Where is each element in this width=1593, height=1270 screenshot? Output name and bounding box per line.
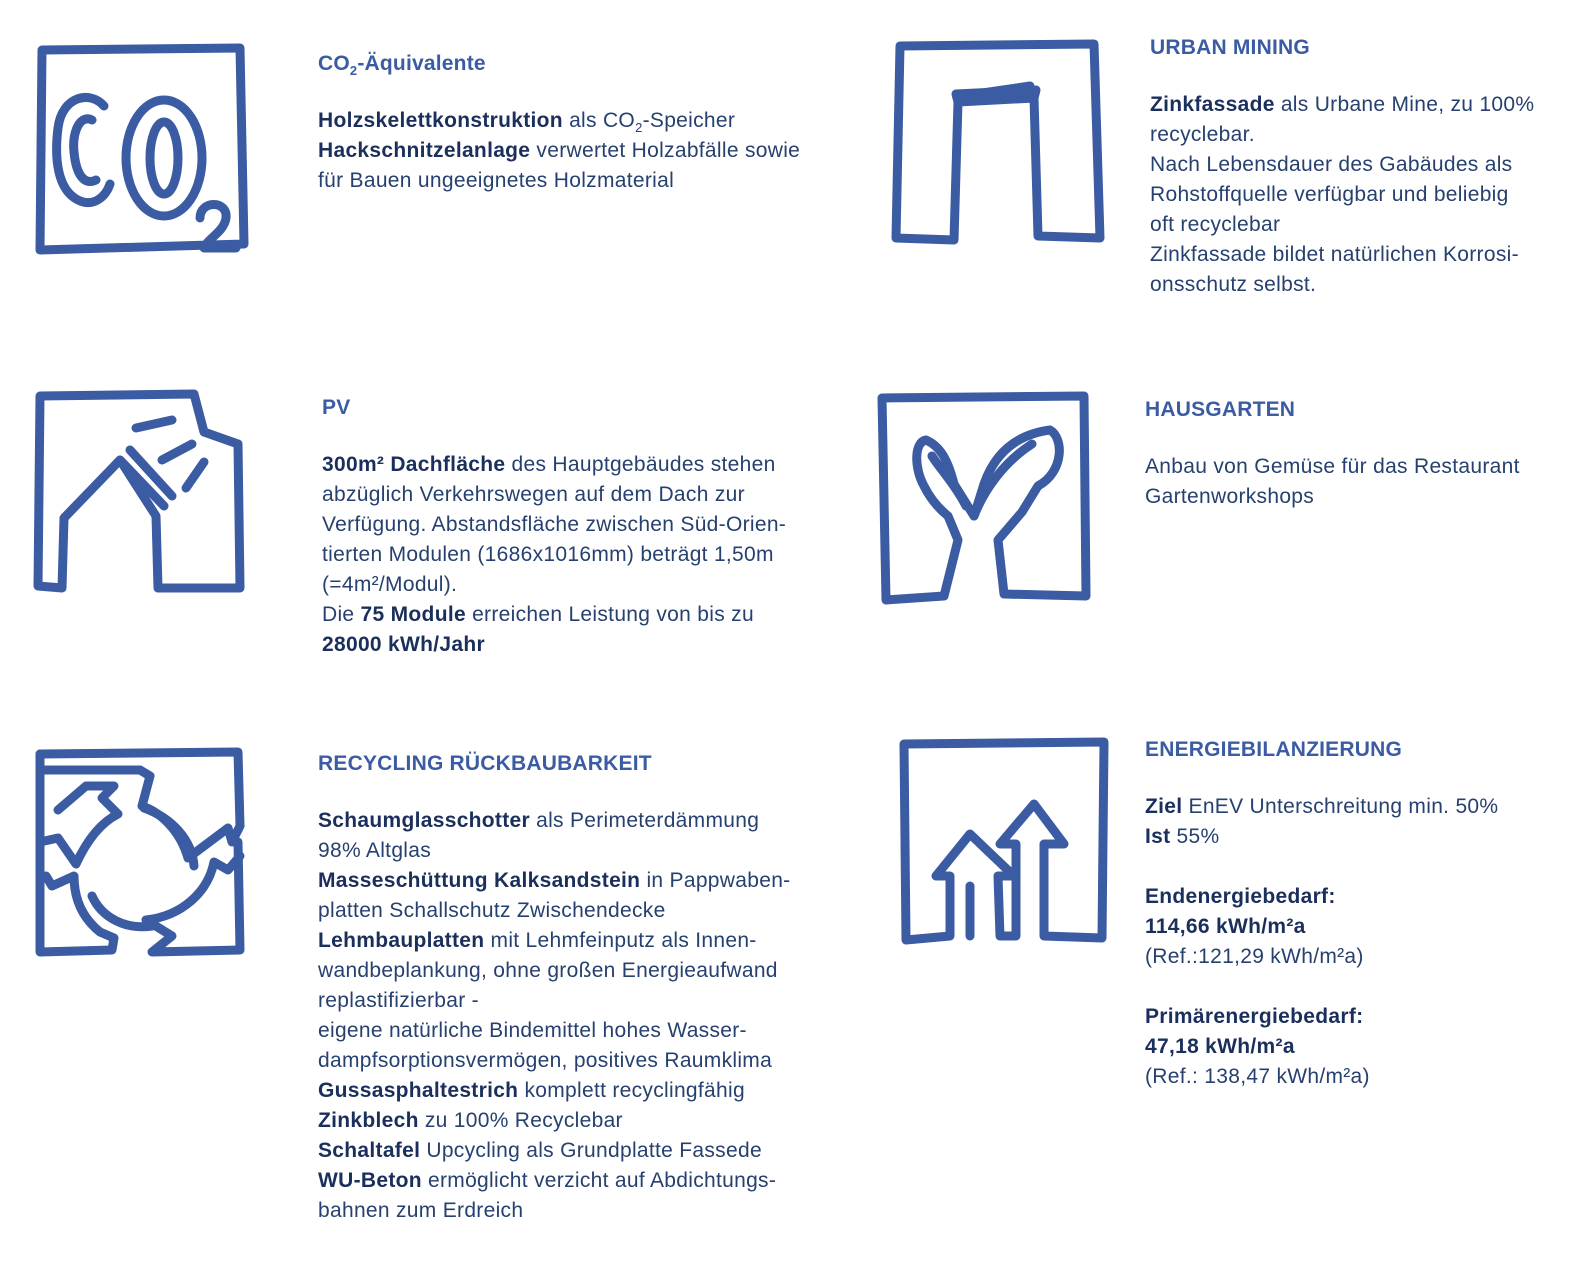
pv-line-2: abzüglich Verkehrswegen auf dem Dach zur (322, 483, 745, 506)
pv-line-7: 28000 kWh/Jahr (322, 633, 485, 656)
pv-line-4: tierten Modulen (1686x1016mm) beträgt 1,50m (322, 543, 774, 566)
hausgarten-line-1: Anbau von Gemüse für das Restaurant (1145, 455, 1520, 478)
endenergie-ref: (Ref.:121,29 kWh/m²a) (1145, 945, 1364, 968)
recycling-line: WU-Beton ermöglicht verzicht auf Abdichtungs- (318, 1169, 777, 1192)
urban-mining-line-4: Rohstoffquelle verfügbar und beliebig (1150, 183, 1509, 206)
urban-mining-line-5: oft recyclebar (1150, 213, 1281, 236)
energie-title: ENERGIEBILANZIERUNG (1145, 738, 1402, 761)
recycling-line: Masseschüttung Kalksandstein in Pappwaben- (318, 869, 791, 892)
recycling-line: replastifizierbar - (318, 989, 479, 1012)
recycling-line: Schaltafel Upcycling als Grundplatte Fassede (318, 1139, 762, 1162)
co2-line-3: für Bauen ungeeignetes Holzmaterial (318, 169, 675, 192)
facade-icon (888, 38, 1110, 248)
pv-title: PV (322, 396, 351, 419)
urban-mining-line-1: Zinkfassade als Urbane Mine, zu 100% (1150, 93, 1535, 116)
recycling-line: 98% Altglas (318, 839, 432, 862)
urban-mining-line-6: Zinkfassade bildet natürlichen Korrosi- (1150, 243, 1519, 266)
recycle-arrows-icon (32, 746, 248, 960)
co2-section (318, 52, 838, 196)
endenergie-value: 114,66 kWh/m²a (1145, 915, 1306, 938)
recycling-line: wandbeplankung, ohne großen Energieaufwand (318, 959, 778, 982)
primaerenergie-label: Primärenergiebedarf: (1145, 1005, 1364, 1028)
primaerenergie-value: 47,18 kWh/m²a (1145, 1035, 1295, 1058)
hausgarten-line-2: Gartenworkshops (1145, 485, 1315, 508)
hausgarten-section (1145, 398, 1575, 512)
urban-mining-section (1150, 36, 1570, 300)
recycling-line: eigene natürliche Bindemittel hohes Wasser- (318, 1019, 747, 1042)
recycling-line: Zinkblech zu 100% Recyclebar (318, 1109, 623, 1132)
energie-ist: Ist 55% (1145, 825, 1220, 848)
recycling-line: platten Schallschutz Zwischendecke (318, 899, 666, 922)
recycling-line: bahnen zum Erdreich (318, 1199, 524, 1222)
up-arrows-icon (894, 736, 1114, 950)
recycling-section (318, 752, 858, 1226)
recycling-title: RECYCLING RÜCKBAUBARKEIT (318, 752, 652, 775)
sprout-icon (874, 390, 1098, 606)
co2-line-1: Holzskelettkonstruktion als $CO_2$-Speicher (318, 109, 736, 136)
co2-icon (32, 40, 254, 260)
urban-mining-line-2: recyclebar. (1150, 123, 1255, 146)
recycling-line: dampfsorptionsvermögen, positives Raumklima (318, 1049, 773, 1072)
solar-house-icon (32, 388, 252, 598)
urban-mining-line-3: Nach Lebensdauer des Gabäudes als (1150, 153, 1513, 176)
primaerenergie-ref: (Ref.: 138,47 kWh/m²a) (1145, 1065, 1370, 1088)
pv-section (322, 396, 842, 660)
pv-line-5: (=4m²/Modul). (322, 573, 458, 596)
pv-line-3: Verfügung. Abstandsfläche zwischen Süd-Orien- (322, 513, 787, 536)
hausgarten-title: HAUSGARTEN (1145, 398, 1296, 421)
energie-ziel: Ziel EnEV Unterschreitung min. 50% (1145, 795, 1499, 818)
energie-section (1145, 738, 1575, 1092)
recycling-line: Lehmbauplatten mit Lehmfeinputz als Innen- (318, 929, 757, 952)
recycling-line: Gussasphaltestrich komplett recyclingfähig (318, 1079, 745, 1102)
urban-mining-title: URBAN MINING (1150, 36, 1310, 59)
co2-line-2: Hackschnitzelanlage verwertet Holzabfälle sowie (318, 139, 801, 162)
urban-mining-line-7: onsschutz selbst. (1150, 273, 1317, 296)
pv-line-6: Die 75 Module erreichen Leistung von bis zu (322, 603, 754, 626)
pv-line-1: 300m² Dachfläche des Hauptgebäudes stehen (322, 453, 776, 476)
endenergie-label: Endenergiebedarf: (1145, 885, 1336, 908)
co2-title: $CO_2$-Äquivalente (318, 52, 486, 79)
recycling-line: Schaumglasschotter als Perimeterdämmung (318, 809, 760, 832)
